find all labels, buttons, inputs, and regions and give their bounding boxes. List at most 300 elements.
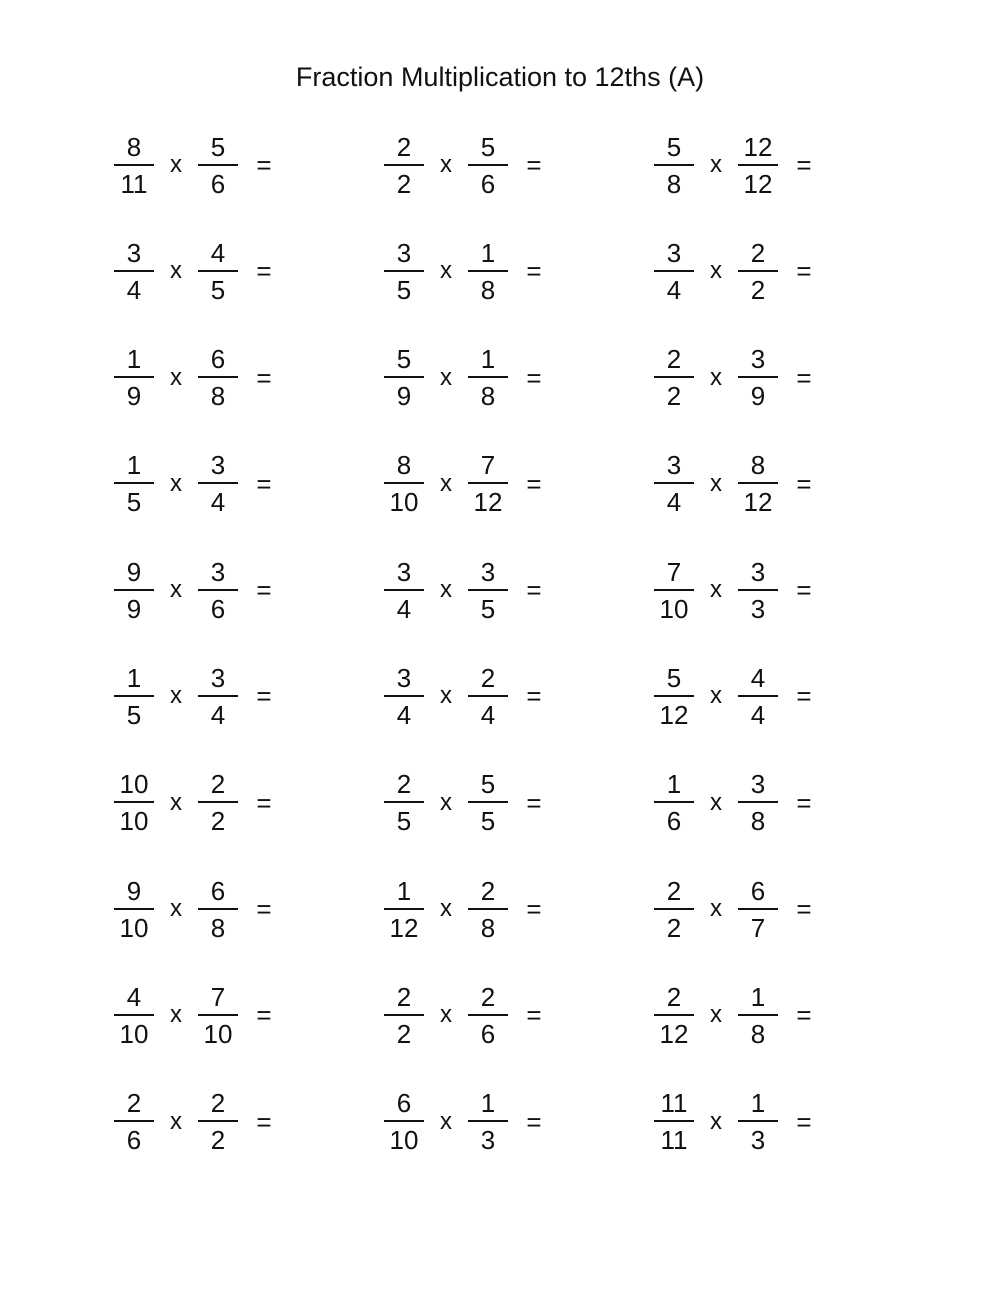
problem-row [110, 236, 870, 342]
multiply-sign: x [440, 682, 452, 710]
denominator: 12 [659, 699, 689, 730]
denominator: 3 [750, 593, 766, 624]
numerator: 3 [666, 450, 682, 481]
second-fraction [464, 663, 512, 730]
multiply-sign: x [170, 1001, 182, 1029]
multiply-sign: x [710, 1107, 722, 1135]
second-fraction [194, 663, 242, 730]
denominator: 2 [666, 912, 682, 943]
second-fraction [464, 1088, 512, 1155]
denominator: 4 [396, 593, 412, 624]
second-fraction [464, 557, 512, 624]
problem [380, 449, 554, 519]
numerator: 9 [126, 556, 142, 587]
numerator: 3 [750, 344, 766, 375]
fraction-bar [198, 801, 238, 803]
first-fraction [380, 1088, 428, 1155]
fraction-bar [738, 589, 778, 591]
second-fraction [464, 982, 512, 1049]
problem [110, 236, 284, 306]
equals-sign: = [796, 681, 812, 712]
problem [110, 661, 284, 731]
equals-sign: = [256, 1106, 272, 1137]
fraction-bar [654, 695, 694, 697]
denominator: 2 [210, 806, 226, 837]
denominator: 4 [750, 699, 766, 730]
numerator: 2 [480, 981, 496, 1012]
problem [650, 661, 824, 731]
fraction-bar [738, 801, 778, 803]
fraction-bar [384, 482, 424, 484]
worksheet-title: Fraction Multiplication to 12ths (A) [295, 62, 705, 92]
fraction-bar [654, 164, 694, 166]
fraction-bar [114, 482, 154, 484]
second-fraction [734, 1088, 782, 1155]
fraction-bar [738, 695, 778, 697]
multiply-sign: x [710, 151, 722, 178]
denominator: 5 [210, 274, 226, 305]
numerator: 6 [750, 875, 766, 906]
equals-sign: = [256, 894, 272, 925]
second-fraction [464, 132, 512, 199]
equals-sign: = [796, 150, 812, 180]
numerator: 1 [126, 344, 142, 375]
denominator: 10 [119, 1018, 149, 1049]
equals-sign: = [526, 256, 542, 287]
denominator: 6 [666, 806, 682, 837]
problem [650, 449, 824, 519]
fraction-bar [654, 1120, 694, 1122]
second-fraction [734, 557, 782, 624]
fraction-bar [198, 589, 238, 591]
problem-row [110, 130, 870, 236]
first-fraction [650, 663, 698, 730]
second-fraction [194, 769, 242, 836]
numerator: 5 [666, 662, 682, 693]
fraction-bar [738, 482, 778, 484]
denominator: 4 [480, 699, 496, 730]
numerator: 2 [396, 131, 412, 162]
equals-sign: = [526, 681, 542, 712]
numerator: 5 [480, 131, 496, 162]
problem [650, 343, 824, 413]
numerator: 1 [396, 875, 412, 906]
fraction-bar [198, 376, 238, 378]
fraction-bar [198, 1014, 238, 1016]
fraction-bar [654, 270, 694, 272]
fraction-bar [468, 482, 508, 484]
denominator: 7 [750, 912, 766, 943]
denominator: 8 [750, 1018, 766, 1049]
second-fraction [194, 344, 242, 411]
second-fraction [194, 557, 242, 624]
equals-sign: = [526, 894, 542, 925]
equals-sign: = [526, 787, 542, 818]
second-fraction [734, 769, 782, 836]
equals-sign: = [256, 256, 272, 287]
numerator: 10 [119, 769, 149, 800]
first-fraction [110, 344, 158, 411]
problem-row [110, 555, 870, 661]
fraction-bar [468, 589, 508, 591]
first-fraction [650, 344, 698, 411]
numerator: 2 [480, 875, 496, 906]
numerator: 2 [666, 344, 682, 375]
denominator: 10 [203, 1018, 233, 1049]
second-fraction [734, 238, 782, 305]
problem [650, 130, 824, 200]
first-fraction [110, 876, 158, 943]
denominator: 4 [126, 274, 142, 305]
numerator: 6 [210, 344, 226, 375]
problem [380, 555, 554, 625]
denominator: 12 [389, 912, 419, 943]
fraction-bar [114, 801, 154, 803]
numerator: 3 [750, 769, 766, 800]
numerator: 9 [126, 875, 142, 906]
numerator: 6 [396, 1088, 412, 1119]
numerator: 1 [750, 981, 766, 1012]
multiply-sign: x [170, 151, 182, 178]
problem [650, 980, 824, 1050]
fraction-bar [198, 164, 238, 166]
numerator: 8 [750, 450, 766, 481]
fraction-bar [654, 1014, 694, 1016]
equals-sign: = [256, 150, 272, 180]
first-fraction [110, 982, 158, 1049]
numerator: 8 [396, 450, 412, 481]
problem [650, 768, 824, 838]
multiply-sign: x [710, 576, 722, 604]
fraction-bar [738, 164, 778, 166]
denominator: 5 [480, 806, 496, 837]
denominator: 10 [389, 487, 419, 518]
numerator: 3 [396, 237, 412, 268]
second-fraction [194, 1088, 242, 1155]
multiply-sign: x [440, 469, 452, 497]
equals-sign: = [526, 468, 542, 499]
first-fraction [380, 982, 428, 1049]
fraction-bar [114, 1014, 154, 1016]
fraction-bar [198, 270, 238, 272]
numerator: 1 [480, 1088, 496, 1119]
equals-sign: = [796, 1106, 812, 1137]
fraction-bar [468, 1120, 508, 1122]
equals-sign: = [796, 256, 812, 287]
equals-sign: = [796, 575, 812, 606]
numerator: 2 [210, 769, 226, 800]
denominator: 9 [750, 381, 766, 412]
equals-sign: = [526, 150, 542, 180]
first-fraction [380, 344, 428, 411]
second-fraction [734, 344, 782, 411]
numerator: 3 [480, 556, 496, 587]
problem-row [110, 874, 870, 980]
second-fraction [464, 769, 512, 836]
multiply-sign: x [440, 1001, 452, 1029]
equals-sign: = [796, 468, 812, 499]
fraction-bar [384, 908, 424, 910]
denominator: 4 [210, 699, 226, 730]
problem-grid [110, 130, 870, 1193]
numerator: 8 [126, 131, 142, 162]
numerator: 7 [666, 556, 682, 587]
multiply-sign: x [170, 1107, 182, 1135]
fraction-bar [384, 1120, 424, 1122]
first-fraction [380, 876, 428, 943]
fraction-bar [468, 376, 508, 378]
multiply-sign: x [710, 1001, 722, 1029]
denominator: 2 [666, 381, 682, 412]
equals-sign: = [256, 362, 272, 393]
numerator: 3 [396, 662, 412, 693]
problem [380, 980, 554, 1050]
denominator: 4 [666, 487, 682, 518]
fraction-bar [468, 695, 508, 697]
second-fraction [464, 344, 512, 411]
first-fraction [650, 769, 698, 836]
numerator: 2 [126, 1088, 142, 1119]
first-fraction [650, 1088, 698, 1155]
numerator: 2 [396, 981, 412, 1012]
denominator: 10 [119, 912, 149, 943]
denominator: 8 [750, 806, 766, 837]
problem [380, 343, 554, 413]
problem [110, 874, 284, 944]
first-fraction [110, 663, 158, 730]
numerator: 2 [396, 769, 412, 800]
problem [110, 1087, 284, 1157]
equals-sign: = [526, 1106, 542, 1137]
multiply-sign: x [710, 788, 722, 816]
equals-sign: = [796, 787, 812, 818]
numerator: 1 [666, 769, 682, 800]
fraction-bar [384, 589, 424, 591]
fraction-bar [384, 695, 424, 697]
multiply-sign: x [440, 576, 452, 604]
problem [380, 874, 554, 944]
fraction-bar [468, 908, 508, 910]
denominator: 9 [396, 381, 412, 412]
problem-row [110, 343, 870, 449]
numerator: 7 [480, 450, 496, 481]
denominator: 5 [126, 699, 142, 730]
equals-sign: = [256, 468, 272, 499]
fraction-bar [114, 908, 154, 910]
equals-sign: = [796, 362, 812, 393]
fraction-bar [198, 908, 238, 910]
numerator: 3 [210, 556, 226, 587]
fraction-bar [384, 801, 424, 803]
second-fraction [734, 982, 782, 1049]
numerator: 5 [480, 769, 496, 800]
denominator: 6 [480, 168, 496, 199]
first-fraction [650, 982, 698, 1049]
numerator: 1 [750, 1088, 766, 1119]
numerator: 4 [126, 981, 142, 1012]
multiply-sign: x [170, 895, 182, 923]
problem [110, 130, 284, 200]
numerator: 1 [126, 662, 142, 693]
second-fraction [734, 450, 782, 517]
first-fraction [380, 557, 428, 624]
equals-sign: = [526, 575, 542, 606]
denominator: 8 [480, 912, 496, 943]
equals-sign: = [526, 362, 542, 393]
problem-row [110, 661, 870, 767]
numerator: 7 [210, 981, 226, 1012]
denominator: 8 [666, 168, 682, 199]
numerator: 1 [126, 450, 142, 481]
fraction-bar [654, 376, 694, 378]
denominator: 4 [210, 487, 226, 518]
denominator: 9 [126, 593, 142, 624]
fraction-bar [654, 482, 694, 484]
fraction-bar [114, 270, 154, 272]
fraction-bar [738, 1014, 778, 1016]
denominator: 8 [480, 381, 496, 412]
second-fraction [194, 982, 242, 1049]
multiply-sign: x [170, 682, 182, 710]
denominator: 6 [210, 168, 226, 199]
problem [110, 980, 284, 1050]
multiply-sign: x [440, 788, 452, 816]
multiply-sign: x [170, 469, 182, 497]
numerator: 2 [666, 875, 682, 906]
equals-sign: = [796, 1000, 812, 1031]
denominator: 2 [210, 1125, 226, 1156]
problem-row [110, 768, 870, 874]
fraction-bar [654, 908, 694, 910]
multiply-sign: x [710, 895, 722, 923]
denominator: 4 [666, 274, 682, 305]
fraction-bar [468, 1014, 508, 1016]
fraction-bar [654, 801, 694, 803]
denominator: 3 [480, 1125, 496, 1156]
fraction-bar [468, 164, 508, 166]
denominator: 6 [126, 1125, 142, 1156]
problem [380, 768, 554, 838]
problem [380, 130, 554, 200]
equals-sign: = [526, 1000, 542, 1031]
multiply-sign: x [440, 151, 452, 178]
denominator: 5 [396, 806, 412, 837]
fraction-bar [114, 164, 154, 166]
second-fraction [194, 450, 242, 517]
first-fraction [380, 238, 428, 305]
fraction-bar [114, 376, 154, 378]
fraction-bar [198, 482, 238, 484]
denominator: 8 [210, 912, 226, 943]
problem [110, 768, 284, 838]
first-fraction [110, 557, 158, 624]
problem [380, 661, 554, 731]
multiply-sign: x [170, 576, 182, 604]
first-fraction [110, 132, 158, 199]
numerator: 2 [666, 981, 682, 1012]
first-fraction [110, 238, 158, 305]
problem [650, 1087, 824, 1157]
numerator: 3 [396, 556, 412, 587]
denominator: 11 [660, 1125, 688, 1156]
problem [650, 236, 824, 306]
numerator: 3 [210, 450, 226, 481]
fraction-bar [198, 695, 238, 697]
second-fraction [464, 876, 512, 943]
multiply-sign: x [440, 363, 452, 391]
equals-sign: = [256, 575, 272, 606]
equals-sign: = [256, 787, 272, 818]
problem [380, 1087, 554, 1157]
numerator: 5 [666, 131, 682, 162]
fraction-bar [654, 589, 694, 591]
fraction-bar [384, 164, 424, 166]
first-fraction [110, 769, 158, 836]
denominator: 9 [126, 381, 142, 412]
first-fraction [380, 663, 428, 730]
fraction-bar [738, 908, 778, 910]
equals-sign: = [256, 681, 272, 712]
denominator: 6 [210, 593, 226, 624]
fraction-bar [384, 376, 424, 378]
second-fraction [194, 132, 242, 199]
fraction-bar [738, 376, 778, 378]
numerator: 4 [750, 662, 766, 693]
multiply-sign: x [710, 469, 722, 497]
fraction-bar [198, 1120, 238, 1122]
numerator: 3 [750, 556, 766, 587]
denominator: 5 [396, 274, 412, 305]
problem [110, 555, 284, 625]
denominator: 10 [119, 806, 149, 837]
first-fraction [650, 557, 698, 624]
fraction-bar [468, 270, 508, 272]
multiply-sign: x [440, 1107, 452, 1135]
fraction-bar [114, 589, 154, 591]
problem [110, 449, 284, 519]
fraction-bar [384, 270, 424, 272]
second-fraction [734, 663, 782, 730]
denominator: 12 [743, 168, 773, 199]
second-fraction [464, 238, 512, 305]
numerator: 2 [750, 237, 766, 268]
multiply-sign: x [440, 895, 452, 923]
numerator: 4 [210, 237, 226, 268]
fraction-bar [738, 270, 778, 272]
multiply-sign: x [170, 363, 182, 391]
equals-sign: = [796, 894, 812, 925]
denominator: 2 [396, 1018, 412, 1049]
denominator: 2 [396, 168, 412, 199]
first-fraction [650, 450, 698, 517]
denominator: 10 [389, 1125, 419, 1156]
numerator: 1 [480, 237, 496, 268]
denominator: 12 [659, 1018, 689, 1049]
problem [650, 555, 824, 625]
problem [650, 874, 824, 944]
first-fraction [110, 450, 158, 517]
second-fraction [194, 876, 242, 943]
denominator: 11 [120, 168, 148, 199]
multiply-sign: x [710, 363, 722, 391]
multiply-sign: x [170, 788, 182, 816]
denominator: 3 [750, 1125, 766, 1156]
denominator: 8 [210, 381, 226, 412]
first-fraction [110, 1088, 158, 1155]
numerator: 2 [480, 662, 496, 693]
denominator: 12 [473, 487, 503, 518]
fraction-bar [738, 1120, 778, 1122]
